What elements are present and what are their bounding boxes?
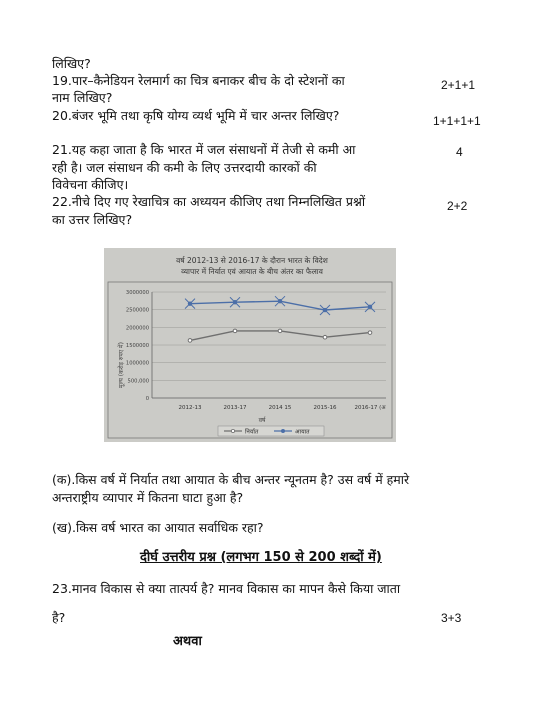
x-tick-label: 2013-17 (223, 405, 247, 411)
question-19-line2: नाम लिखिए? (52, 90, 113, 105)
x-tick-label: 2014 15 (268, 405, 292, 411)
export-point (188, 339, 192, 343)
y-tick-label: 0 (145, 396, 149, 402)
chart-y-label: मूल्य (करोड़ रुपए में) (118, 342, 125, 388)
chart-title-line1: वर्ष 2012-13 से 2016-17 के दौरान भारत के विदेश (176, 256, 328, 265)
y-tick-label: 2000000 (125, 325, 149, 332)
y-tick-label: 2500000 (125, 307, 149, 314)
question-21-line2: रही है। जल संसाधन की कमी के लिए उत्तरदायी कारकों की (52, 160, 317, 175)
export-point (233, 329, 237, 333)
question-21-line1: 21.यह कहा जाता है कि भारत में जल संसाधनों में तेजी से कमी आ (52, 142, 356, 157)
import-point-dot (188, 301, 192, 305)
x-tick-label: 2016-17 (अ (354, 405, 386, 411)
y-tick-label: 500,000 (127, 378, 149, 385)
question-23-line1: 23.मानव विकास से क्या तात्पर्य है? मानव विकास का मापन कैसे किया जाता (52, 581, 401, 596)
export-point (278, 329, 282, 333)
section-title-long-answer: दीर्घ उत्तरीय प्रश्न (लगभग 150 से 200 शब्दों में) (140, 550, 382, 565)
marks-q20: 1+1+1+1 (433, 114, 481, 128)
chart-title-line2: व्यापार में निर्यात एवं आयात के बीच अंतर का फैलाव (181, 267, 323, 276)
legend-import-label: आयात (295, 428, 310, 436)
or-text: अथवा (173, 634, 202, 649)
question-22-line1: 22.नीचे दिए गए रेखाचित्र का अध्ययन कीजिए तथा निम्नलिखित प्रश्नों (52, 194, 366, 209)
line-likhiye: लिखिए? (52, 56, 91, 71)
marks-q23: 3+3 (441, 611, 462, 625)
import-point-dot (278, 299, 282, 303)
y-tick-label: 1500000 (125, 343, 149, 349)
legend-import-marker (281, 429, 285, 433)
legend-export-marker (231, 429, 234, 432)
question-ka-line2: अन्तराष्ट्रीय व्यापार में कितना घाटा हुआ है? (52, 490, 244, 505)
y-tick-label: 3000000 (125, 290, 149, 296)
question-21-line3: विवेचना कीजिए। (52, 177, 129, 192)
x-tick-label: 2015-16 (313, 405, 337, 411)
question-23-line2: है? (52, 610, 66, 625)
marks-q22: 2+2 (447, 199, 468, 213)
x-tick-label: 2012-13 (178, 405, 202, 411)
question-ka-line1: (क).किस वर्ष में निर्यात तथा आयात के बीच अन्तर न्यूनतम है? उस वर्ष में हमारे (52, 472, 410, 487)
import-point-dot (368, 305, 372, 309)
marks-q19: 2+1+1 (441, 78, 476, 92)
marks-q21: 4 (456, 145, 463, 159)
question-kha: (ख).किस वर्ष भारत का आयात सर्वाधिक रहा? (52, 520, 264, 535)
import-point-dot (233, 300, 237, 304)
y-tick-label: 1000000 (125, 360, 149, 367)
export-point (323, 335, 327, 339)
export-point (368, 331, 372, 335)
line-chart (104, 248, 396, 442)
legend-export-label: निर्यात (245, 428, 259, 436)
question-20: 20.बंजर भूमि तथा कृषि योग्य व्यर्थ भूमि में चार अन्तर लिखिए? (52, 108, 340, 123)
question-19-line1: 19.पार–कैनेडियन रेलमार्ग का चित्र बनाकर बीच के दो स्टेशनों का (52, 73, 345, 88)
import-point-dot (323, 308, 327, 312)
chart-x-label: वर्ष (258, 417, 266, 424)
line-chart-image (104, 248, 396, 442)
question-22-line2: का उत्तर लिखिए? (52, 212, 133, 227)
chart-legend (218, 426, 324, 436)
